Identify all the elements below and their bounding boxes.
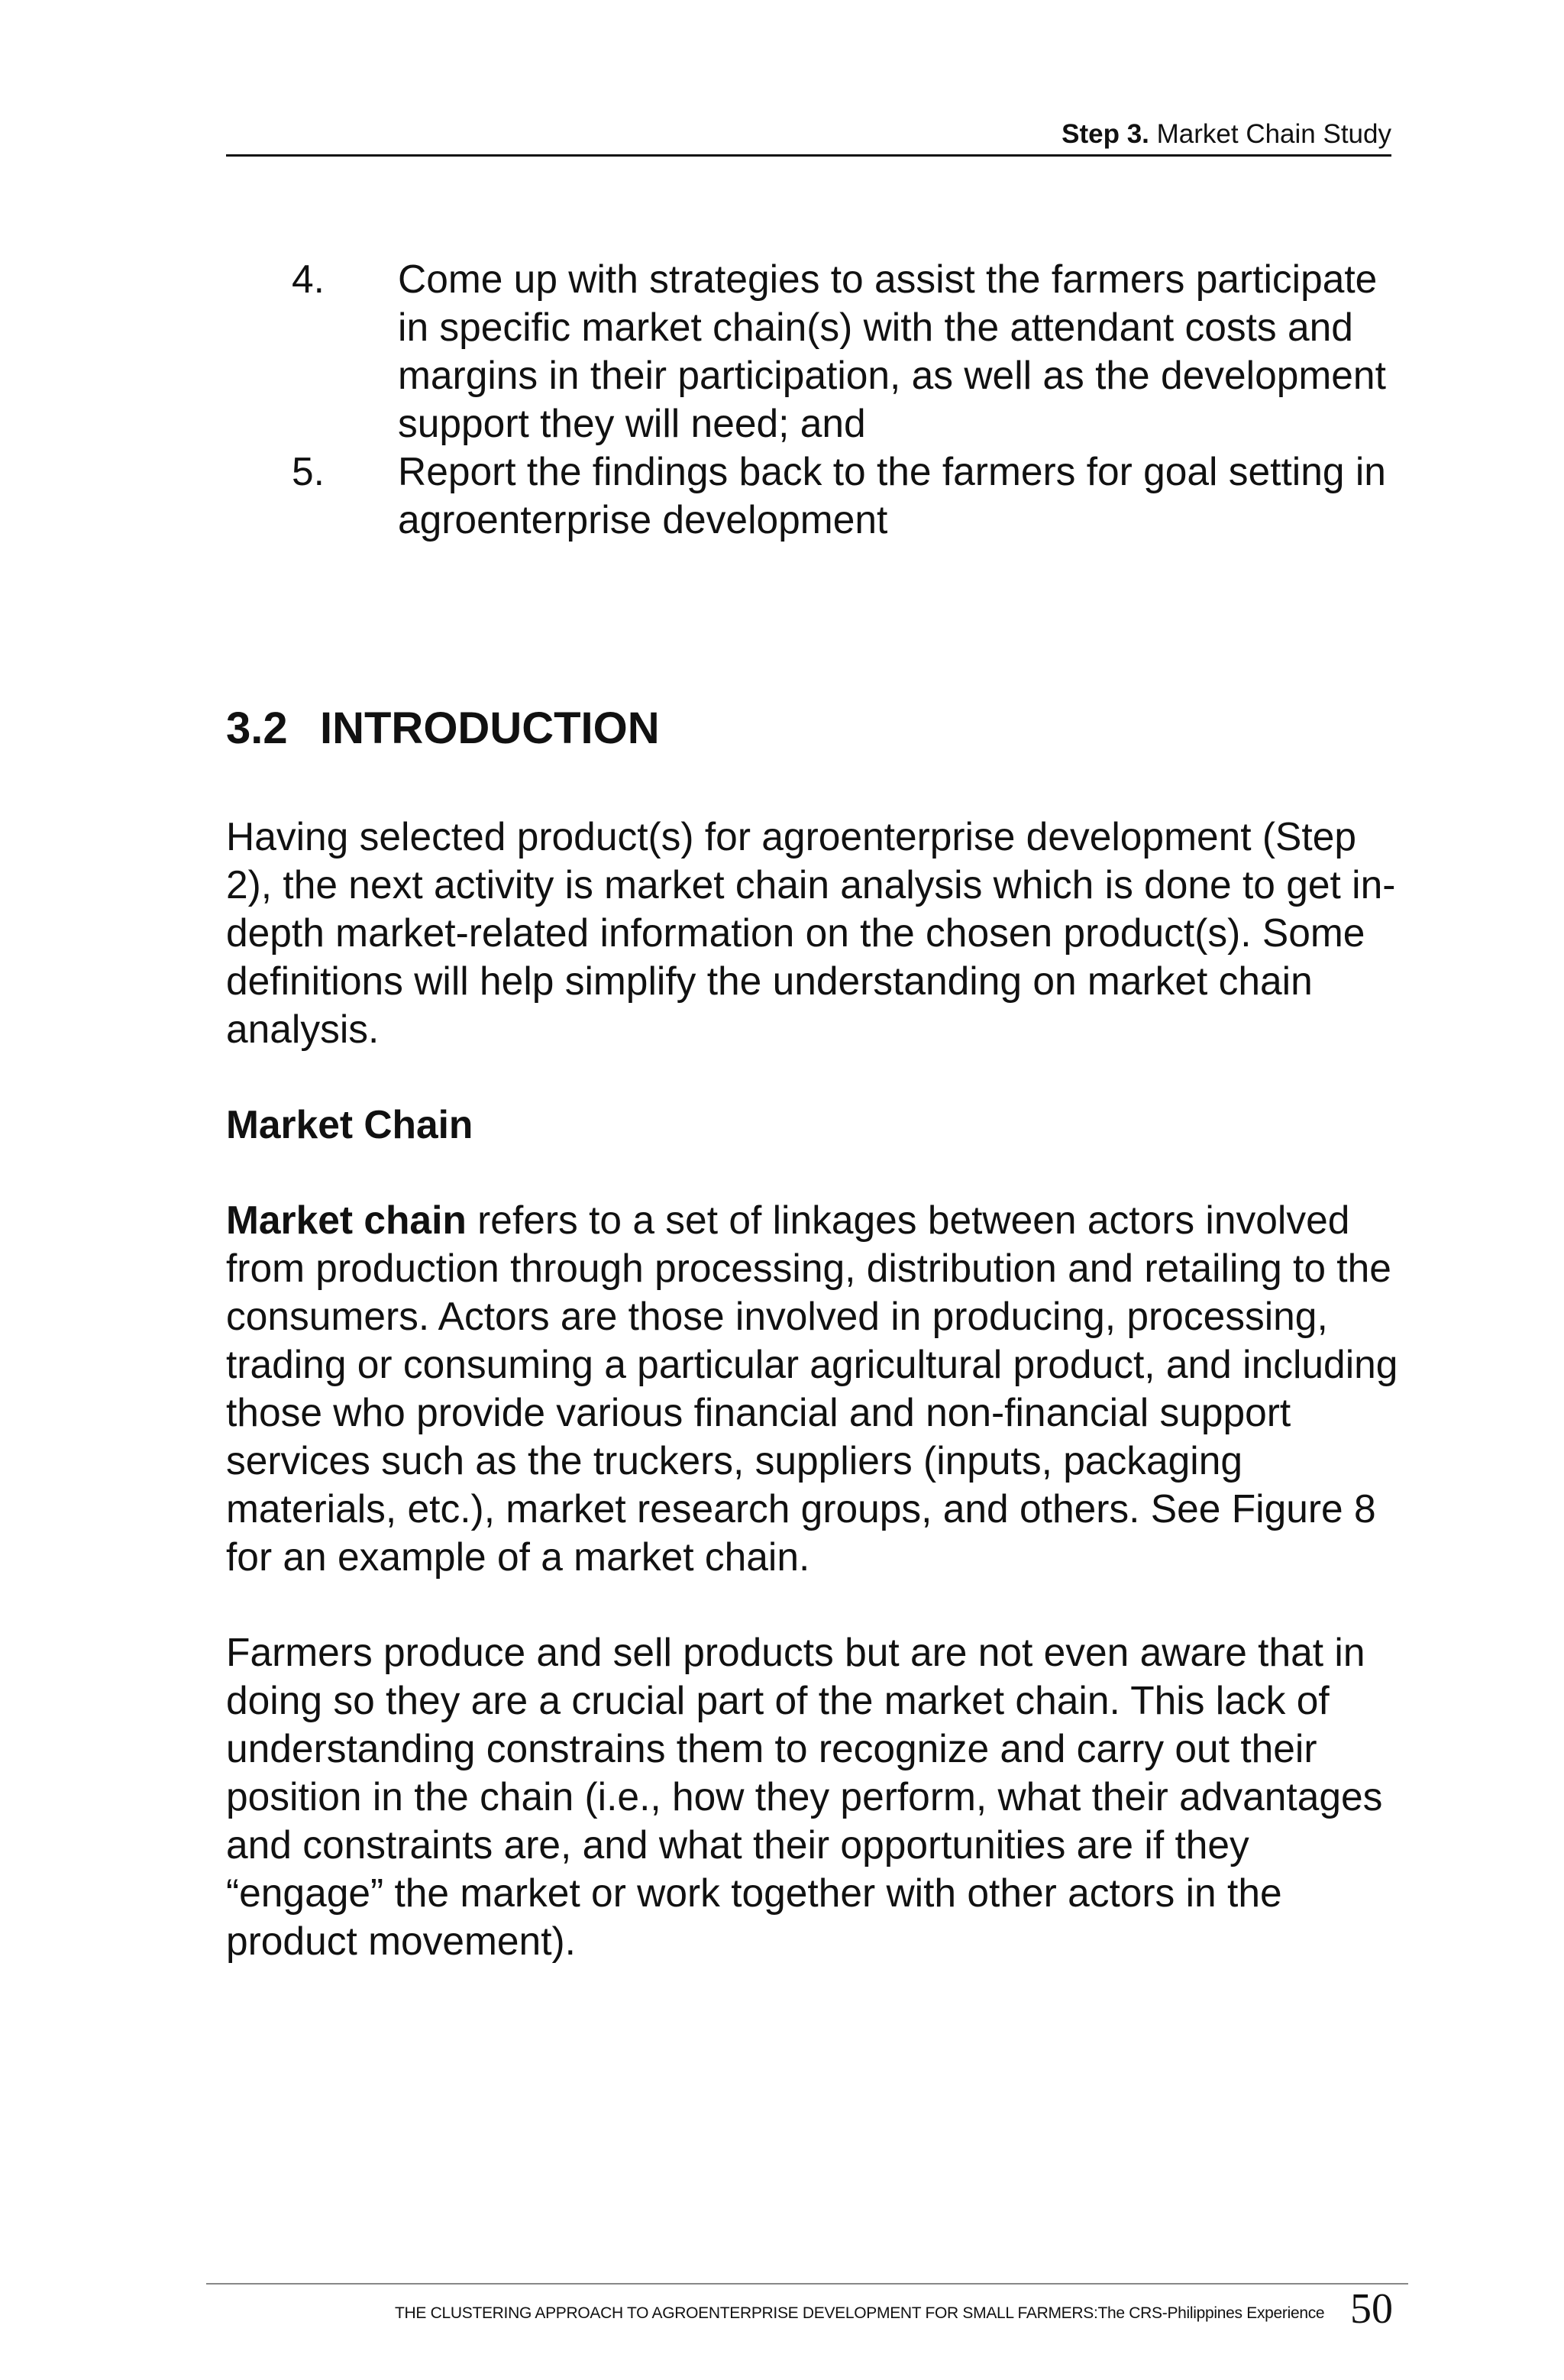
- list-item-number: 5.: [292, 449, 325, 493]
- farmers-paragraph: Farmers produce and sell products but are not even aware that in doing so they are a crucial part of the market chain. This lack of understanding constrains them to recognize and carry out their position in the chain (i.e., how they perform, what their advantages and constraints are, and what their opportunities are if they “engage” the market or work together with other actors in the product movement).: [226, 1630, 1383, 1963]
- list-item-text: Report the findings back to the farmers for goal setting in agroenterprise development: [398, 449, 1386, 542]
- numbered-list: [292, 255, 1402, 544]
- list-item-text: Come up with strategies to assist the farmers participate in specific market chain(s) with the attendant costs and margins in their participation, as well as the development support they will need; and: [398, 257, 1386, 445]
- running-header: [226, 118, 1391, 157]
- footer-rule: [206, 2283, 1408, 2285]
- definition-text: refers to a set of linkages between actors involved from production through processing, distribution and retailing to the consumers. Actors are those involved in producing, processing, trading or consuming a particular agricultural product, and including those who provide various financial and non-financial support services such as the truckers, suppliers (inputs, packaging materials, etc.), market research groups, and others. See Figure 8 for an example of a market chain.: [226, 1198, 1398, 1579]
- header-step-number: Step 3.: [1062, 119, 1149, 149]
- header-step-title: Market Chain Study: [1156, 119, 1391, 149]
- section-number: 3.2: [226, 703, 288, 753]
- section-heading: [226, 702, 1402, 755]
- list-item: [292, 448, 1402, 544]
- page-number: 50: [1350, 2285, 1393, 2333]
- list-item-number: 4.: [292, 257, 325, 301]
- page-content: [226, 255, 1402, 1965]
- section-title: INTRODUCTION: [320, 703, 660, 753]
- intro-paragraph: Having selected product(s) for agroenterprise development (Step 2), the next activity is market chain analysis which is done to get in-depth market-related information on the chosen product(s). Some definitions will help simplify the understanding on market chain analysis.: [226, 814, 1396, 1051]
- list-item: [292, 255, 1402, 448]
- market-chain-subheading: Market Chain: [226, 1102, 473, 1146]
- footer-book-title: THE CLUSTERING APPROACH TO AGROENTERPRISE DEVELOPMENT FOR SMALL FARMERS:The CRS-Philippines Experience: [395, 2304, 1325, 2322]
- definition-paragraph: [226, 1196, 1402, 1581]
- definition-term: Market chain: [226, 1198, 467, 1242]
